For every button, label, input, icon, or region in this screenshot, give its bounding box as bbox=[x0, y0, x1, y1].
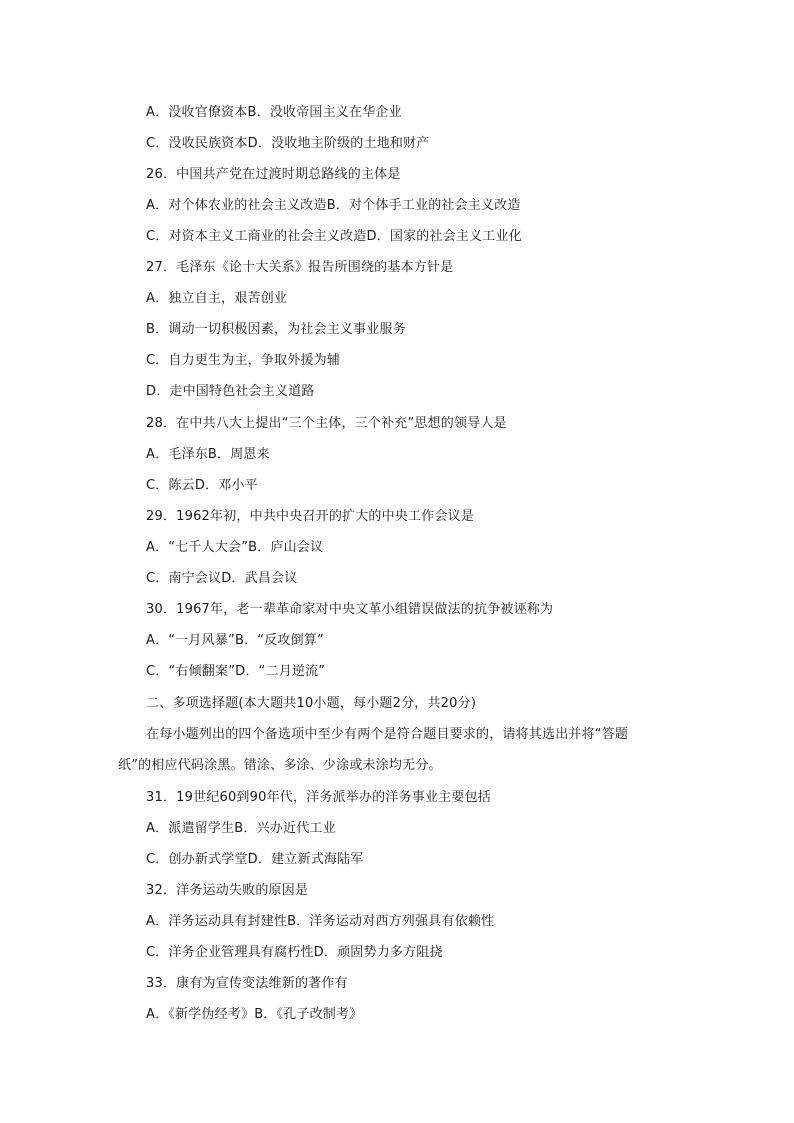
option-line: A．没收官僚资本B．没收帝国主义在华企业 bbox=[146, 105, 402, 120]
option-line: A．“七千人大会”B．庐山会议 bbox=[146, 540, 324, 555]
instruction-line: 在每小题列出的四个备选项中至少有两个是符合题目要求的，请将其选出并将“答题 bbox=[146, 727, 629, 742]
question-line: 31．19世纪60到90年代，洋务派举办的洋务事业主要包括 bbox=[146, 790, 491, 805]
option-line: C．自力更生为主，争取外援为辅 bbox=[146, 353, 341, 368]
question-line: 33．康有为宣传变法维新的著作有 bbox=[146, 976, 348, 991]
option-line: A．派遣留学生B．兴办近代工业 bbox=[146, 821, 336, 836]
question-line: 32．洋务运动失败的原因是 bbox=[146, 883, 309, 898]
option-line: C．南宁会议D．武昌会议 bbox=[146, 571, 298, 586]
question-line: 30．1967年，老一辈革命家对中央文革小组错误做法的抗争被诬称为 bbox=[146, 602, 554, 617]
option-line: B．调动一切积极因素，为社会主义事业服务 bbox=[146, 322, 406, 337]
question-line: 26．中国共产党在过渡时期总路线的主体是 bbox=[146, 167, 401, 182]
option-line: A．毛泽东B．周恩来 bbox=[146, 447, 270, 462]
option-line: A．独立自主，艰苦创业 bbox=[146, 291, 288, 306]
question-line: 27．毛泽东《论十大关系》报告所围绕的基本方针是 bbox=[146, 260, 454, 275]
option-line: A．洋务运动具有封建性B．洋务运动对西方列强具有依赖性 bbox=[146, 914, 495, 929]
option-line: C．“右倾翻案”D．“二月逆流” bbox=[146, 664, 326, 679]
option-line: A．《新学伪经考》B．《孔子改制考》 bbox=[146, 1007, 363, 1022]
option-line: C．对资本主义工商业的社会主义改造D．国家的社会主义工业化 bbox=[146, 229, 522, 244]
instruction-line: 纸”的相应代码涂黑。错涂、多涂、少涂或未涂均无分。 bbox=[118, 758, 442, 773]
question-line: 29．1962年初，中共中央召开的扩大的中央工作会议是 bbox=[146, 509, 475, 524]
question-line: 28．在中共八大上提出“三个主体，三个补充”思想的领导人是 bbox=[146, 416, 507, 431]
option-line: C．创办新式学堂D．建立新式海陆军 bbox=[146, 852, 364, 867]
section-heading: 二、多项选择题(本大题共10小题，每小题2分，共20分) bbox=[146, 696, 477, 711]
option-line: A．对个体农业的社会主义改造B．对个体手工业的社会主义改造 bbox=[146, 198, 521, 213]
option-line: C．洋务企业管理具有腐朽性D．顽固势力多方阻挠 bbox=[146, 945, 443, 960]
option-line: C．陈云D．邓小平 bbox=[146, 478, 258, 493]
option-line: D．走中国特色社会主义道路 bbox=[146, 384, 315, 399]
option-line: C．没收民族资本D．没收地主阶级的土地和财产 bbox=[146, 136, 430, 151]
option-line: A．“一月风暴”B．“反攻倒算” bbox=[146, 633, 324, 648]
